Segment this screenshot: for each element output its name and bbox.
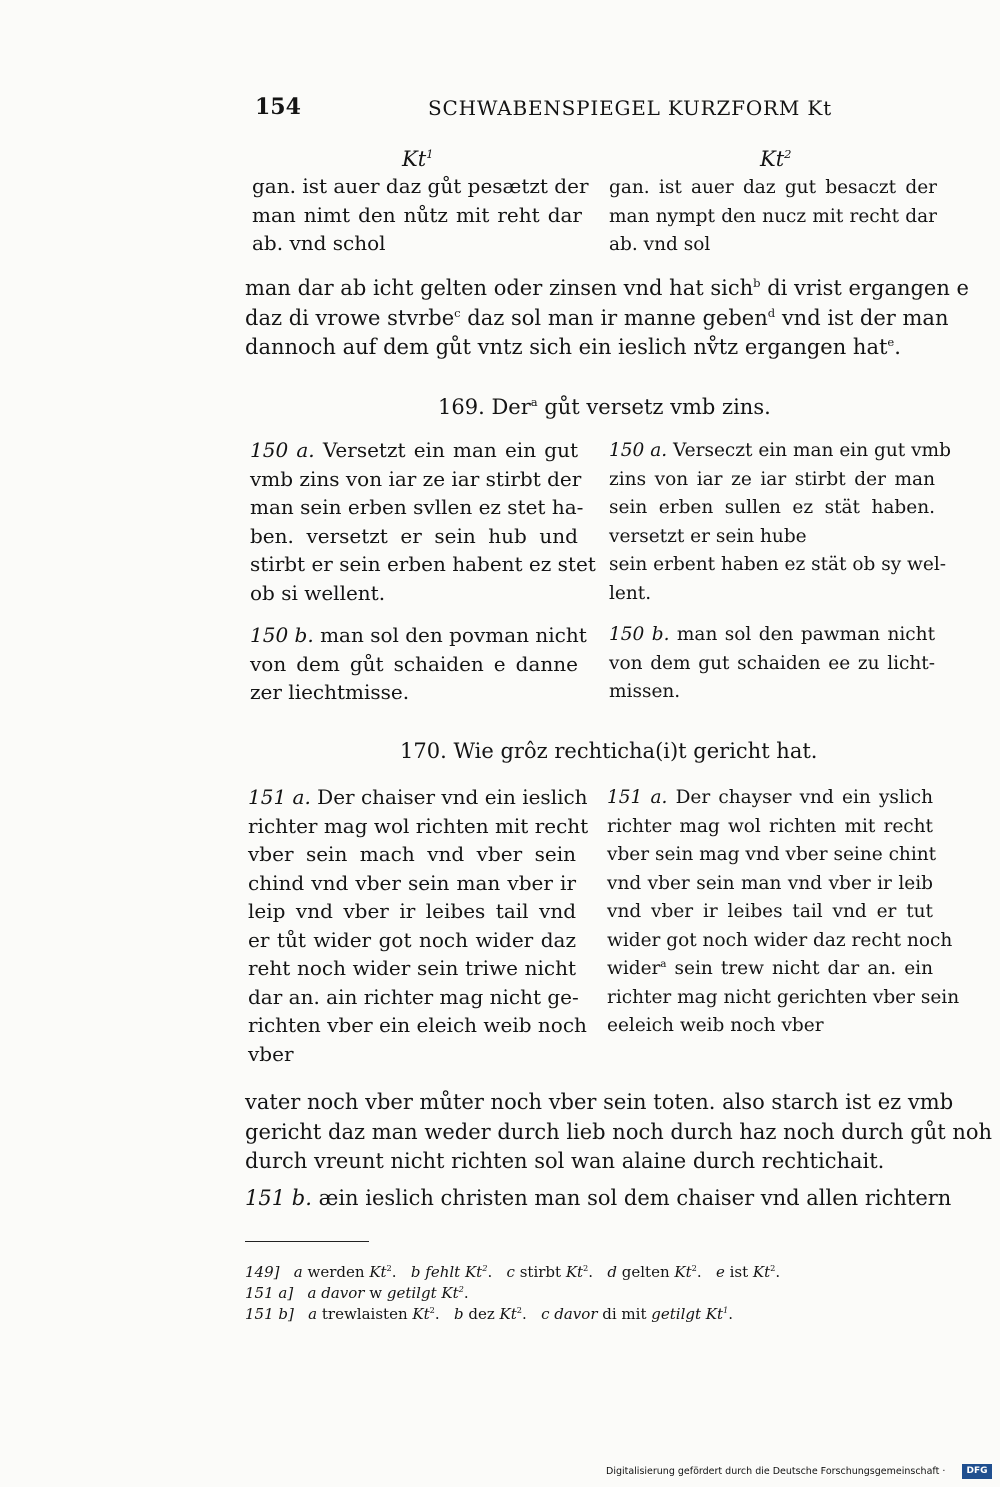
text-line: versetzt er sein hube <box>609 525 807 547</box>
text-line: 151 a. Der chayser vnd ein yslich <box>607 787 934 808</box>
paragraph-150b-left <box>250 621 587 707</box>
text-line: richter mag nicht gerichten vber sein <box>607 986 960 1008</box>
text-line: zer liechtmisse. <box>250 680 410 704</box>
dfg-logo: DFG <box>962 1464 992 1479</box>
text-line: gan. ist auer daz gut besaczt der <box>609 177 937 198</box>
text-line: gan. ist auer daz gůt pesætzt der <box>252 174 589 198</box>
text-line: dar an. ain richter mag nicht ge- <box>248 984 579 1009</box>
text-line: durch vreunt nicht richten sol wan alaine durch rechtichait. <box>245 1149 885 1173</box>
page-number: 154 <box>255 94 301 120</box>
text-line: ben. versetzt er sein hub und <box>250 523 578 548</box>
text-line: 150 b. man sol den pawman nicht <box>609 624 935 645</box>
text-line: von dem gůt schaiden e danne <box>250 651 578 676</box>
text-line: missen. <box>609 681 681 702</box>
text-line: sein erbent haben ez stät ob sy wel- <box>609 554 946 575</box>
footnote-151a: 151 a] a davor w getilgt Kt$^2$. <box>245 1284 469 1302</box>
text-line: man nympt den nucz mit recht dar <box>609 205 937 227</box>
paragraph-151a-left <box>248 783 589 1068</box>
text-line: stirbt er sein erben habent ez stet <box>250 552 596 576</box>
text-line: chind vnd vber sein man vber ir <box>248 870 576 895</box>
section-heading-169: 169. Der$^a$ gůt versetz vmb zins. <box>438 395 771 419</box>
text-line: sein erben sullen ez stät haben. <box>609 497 935 518</box>
block1-left <box>252 172 589 258</box>
text-line: vber <box>248 1041 294 1066</box>
text-line: vnd vber sein man vnd vber ir leib <box>607 872 933 894</box>
footnote-149: 149] a werden Kt$^2$. b fehlt Kt$^2$. c stirbt Kt$^2$. d gelten Kt$^2$. e ist Kt$^2$. <box>245 1263 781 1281</box>
block1-right <box>609 174 937 260</box>
paragraph-151b: 151 b. æin ieslich christen man sol dem chaiser vnd allen richtern <box>245 1186 952 1210</box>
running-title: SCHWABENSPIEGEL KURZFORM Kt <box>428 96 832 120</box>
text-line: richten vber ein eleich weib noch <box>248 1013 587 1037</box>
text-line: vater noch vber můter noch vber sein toten. also starch ist ez vmb <box>245 1090 954 1114</box>
text-line: vmb zins von iar ze iar stirbt der <box>250 466 582 491</box>
text-line: daz di vrowe stvrbe$^c$ daz sol man ir manne geben$^d$ vnd ist der man <box>245 305 949 330</box>
text-line: von dem gut schaiden ee zu licht- <box>609 652 935 674</box>
text-line: eeleich weib noch vber <box>607 1015 824 1036</box>
text-line: ob si wellent. <box>250 580 386 605</box>
text-line: wider$^a$ sein trew nicht dar an. ein <box>607 958 933 979</box>
text-line: 150 a. Verseczt ein man ein gut vmb <box>609 440 951 461</box>
text-line: leip vnd vber ir leibes tail vnd <box>248 899 576 923</box>
text-line: vber sein mach vnd vber sein <box>248 842 576 866</box>
paragraph-150a-left <box>250 436 596 607</box>
text-line: richter mag wol richten mit recht <box>607 815 933 837</box>
text-line: 151 a. Der chaiser vnd ein ieslich <box>248 785 588 809</box>
text-line: man dar ab icht gelten oder zinsen vnd hat sich$^b$ di vrist ergangen e <box>245 276 969 300</box>
section-heading-170: 170. Wie grôz rechticha(i)t gericht hat. <box>400 739 818 763</box>
text-line: richter mag wol richten mit recht <box>248 813 589 838</box>
full-width-paragraph-1 <box>245 274 969 363</box>
text-line: zins von iar ze iar stirbt der man <box>609 468 935 490</box>
digitization-credit: Digitalisierung gefördert durch die Deutsche Forschungsgemeinschaft · <box>606 1466 946 1477</box>
full-width-paragraph-2 <box>245 1088 993 1177</box>
paragraph-150b-right <box>609 621 935 707</box>
text-line: wider got noch wider daz recht noch <box>607 929 953 951</box>
text-line: man nimt den nůtz mit reht dar <box>252 202 582 227</box>
text-line: ab. vnd sol <box>609 234 711 255</box>
paragraph-151a-right <box>607 784 960 1041</box>
text-line: lent. <box>609 582 652 604</box>
text-line: 150 a. Versetzt ein man ein gut <box>250 438 578 462</box>
text-line: reht noch wider sein triwe nicht <box>248 956 576 980</box>
text-line: vnd vber ir leibes tail vnd er tut <box>607 901 933 922</box>
text-line: man sein erben svllen ez stet ha- <box>250 495 584 519</box>
text-line: vber sein mag vnd vber seine chint <box>607 844 937 865</box>
left-column-label: Kt$^1$ <box>402 147 434 171</box>
footnote-divider <box>245 1241 369 1242</box>
text-line: er tůt wider got noch wider daz <box>248 927 576 952</box>
right-column-label: Kt$^2$ <box>760 147 792 171</box>
text-line: dannoch auf dem gůt vntz sich ein ieslich nv̊tz ergangen hat$^e$. <box>245 335 901 359</box>
text-line: gericht daz man weder durch lieb noch durch haz noch durch gůt noh <box>245 1119 993 1144</box>
text-line: ab. vnd schol <box>252 231 386 255</box>
text-line: 150 b. man sol den povman nicht <box>250 623 587 647</box>
footnote-151b: 151 b] a trewlaisten Kt$^2$. b dez Kt$^2$. c davor di mit getilgt Kt$^1$. <box>245 1305 734 1323</box>
paragraph-150a-right <box>609 437 951 608</box>
